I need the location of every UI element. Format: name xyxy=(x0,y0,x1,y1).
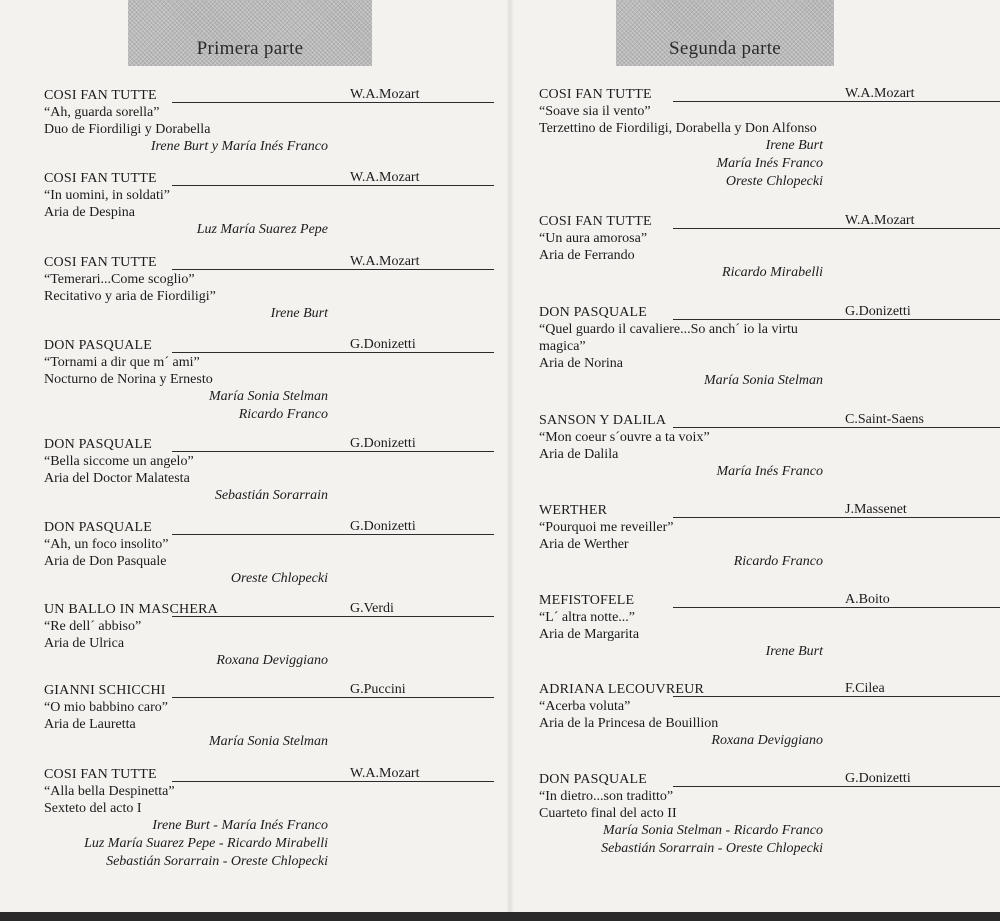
program-entry xyxy=(44,519,494,588)
composer-name: G.Verdi xyxy=(350,601,394,616)
performer-name: Irene Burt - María Inés Franco xyxy=(152,818,328,833)
program-entry xyxy=(44,682,494,751)
program-entry xyxy=(539,304,1000,390)
performer-name: Oreste Chlopecki xyxy=(725,174,823,189)
composer-name: G.Puccini xyxy=(350,682,406,697)
performer-name: Irene Burt xyxy=(765,644,823,659)
performer-name: María Inés Franco xyxy=(716,156,823,171)
performer-name: Sebastián Sorarrain - Oreste Chlopecki xyxy=(601,841,823,856)
performer-name: Oreste Chlopecki xyxy=(230,571,328,586)
aria-description: Aria de la Princesa de Bouillion xyxy=(539,716,719,731)
opera-title: COSI FAN TUTTE xyxy=(44,88,157,103)
aria-description: Aria de Margarita xyxy=(539,627,640,642)
aria-title: “Temerari...Come scoglio” xyxy=(44,272,195,287)
performer-name: María Sonia Stelman - Ricardo Franco xyxy=(603,823,823,838)
program-entry xyxy=(539,213,1000,282)
bottom-edge xyxy=(0,912,1000,921)
title-rule xyxy=(172,185,494,186)
program-entry xyxy=(539,592,1000,661)
entry-title-row xyxy=(539,412,1000,429)
composer-name: G.Donizetti xyxy=(350,436,416,451)
aria-title: “Alla bella Despinetta” xyxy=(44,784,175,799)
aria-description: Aria de Despina xyxy=(44,205,135,220)
entry-title-row xyxy=(44,254,494,271)
aria-title: “Bella siccome un angelo” xyxy=(44,454,194,469)
performer-name: Roxana Deviggiano xyxy=(216,653,328,668)
right-header-title: Segunda parte xyxy=(668,38,782,59)
opera-title: ADRIANA LECOUVREUR xyxy=(539,682,704,697)
aria-title: “Ah, un foco insolito” xyxy=(44,537,169,552)
aria-description: Aria del Doctor Malatesta xyxy=(44,471,190,486)
program-entry xyxy=(44,170,494,239)
aria-description: Aria de Ferrando xyxy=(539,248,635,263)
title-rule xyxy=(673,786,1000,787)
program-entry xyxy=(44,766,494,871)
title-rule xyxy=(673,228,1000,229)
title-rule xyxy=(172,269,494,270)
opera-title: COSI FAN TUTTE xyxy=(44,767,157,782)
composer-name: G.Donizetti xyxy=(350,337,416,352)
title-rule xyxy=(673,607,1000,608)
composer-name: W.A.Mozart xyxy=(845,213,915,228)
performer-name: María Inés Franco xyxy=(716,464,823,479)
opera-title: COSI FAN TUTTE xyxy=(539,214,652,229)
performer-name: Sebastián Sorarrain xyxy=(214,488,328,503)
aria-title: “Re dell´ abbiso” xyxy=(44,619,142,634)
performer-name: Irene Burt xyxy=(270,306,328,321)
entry-title-row xyxy=(44,682,494,699)
performer-name: Irene Burt xyxy=(765,138,823,153)
program-entry xyxy=(44,436,494,505)
aria-title: “Soave sia il vento” xyxy=(539,104,651,119)
entry-title-row xyxy=(44,337,494,354)
program-entry xyxy=(44,254,494,323)
aria-title: “L´ altra notte...” xyxy=(539,610,636,625)
aria-description: Aria de Norina xyxy=(539,356,623,371)
performer-name: Luz María Suarez Pepe - Ricardo Mirabelli xyxy=(84,836,328,851)
opera-title: DON PASQUALE xyxy=(44,520,153,535)
entry-title-row xyxy=(539,304,1000,321)
title-rule xyxy=(172,534,494,535)
composer-name: F.Cilea xyxy=(845,681,885,696)
composer-name: W.A.Mozart xyxy=(845,86,915,101)
performer-name: María Sonia Stelman xyxy=(209,734,328,749)
composer-name: G.Donizetti xyxy=(845,304,911,319)
aria-title: “In dietro...son traditto” xyxy=(539,789,674,804)
right-header-box xyxy=(616,0,834,66)
opera-title: COSI FAN TUTTE xyxy=(44,171,157,186)
aria-description: Aria de Werther xyxy=(539,537,629,552)
aria-description: Aria de Ulrica xyxy=(44,636,125,651)
performer-name: Ricardo Franco xyxy=(733,554,823,569)
performer-name: Sebastián Sorarrain - Oreste Chlopecki xyxy=(106,854,328,869)
composer-name: C.Saint-Saens xyxy=(845,412,924,427)
aria-description: Aria de Lauretta xyxy=(44,717,136,732)
entry-title-row xyxy=(44,436,494,453)
composer-name: J.Massenet xyxy=(845,502,907,517)
composer-name: W.A.Mozart xyxy=(350,170,420,185)
performer-name: Roxana Deviggiano xyxy=(711,733,823,748)
program-entry xyxy=(539,771,1000,858)
entry-title-row xyxy=(44,601,494,618)
performer-name: Irene Burt y María Inés Franco xyxy=(150,139,328,154)
title-rule xyxy=(172,697,494,698)
opera-title: SANSON Y DALILA xyxy=(539,413,667,428)
aria-description: Recitativo y aria de Fiordiligi” xyxy=(44,289,216,304)
program-entry xyxy=(44,87,494,156)
opera-title: WERTHER xyxy=(539,503,608,518)
title-rule xyxy=(172,352,494,353)
program-entry xyxy=(539,412,1000,481)
aria-title: “Acerba voluta” xyxy=(539,699,631,714)
aria-description: Cuarteto final del acto II xyxy=(539,806,677,821)
entry-title-row xyxy=(44,87,494,104)
program-entry xyxy=(44,337,494,424)
performer-name: María Sonia Stelman xyxy=(209,389,328,404)
aria-description: Terzettino de Fiordiligi, Dorabella y Don Alfonso xyxy=(539,121,817,136)
entry-title-row xyxy=(44,519,494,536)
entry-title-row xyxy=(539,681,1000,698)
opera-title: DON PASQUALE xyxy=(44,437,153,452)
title-rule xyxy=(172,451,494,452)
program-entry xyxy=(539,681,1000,750)
left-header-title: Primera parte xyxy=(196,38,304,59)
aria-title: “O mio babbino caro” xyxy=(44,700,169,715)
opera-title: MEFISTOFELE xyxy=(539,593,635,608)
aria-description: Aria de Don Pasquale xyxy=(44,554,167,569)
title-rule xyxy=(172,781,494,782)
opera-title: DON PASQUALE xyxy=(539,305,648,320)
left-header-box xyxy=(128,0,372,66)
aria-title: “Un aura amorosa” xyxy=(539,231,648,246)
aria-description: Nocturno de Norina y Ernesto xyxy=(44,372,213,387)
opera-title: COSI FAN TUTTE xyxy=(44,255,157,270)
title-rule xyxy=(172,616,494,617)
opera-title: DON PASQUALE xyxy=(539,772,648,787)
title-rule xyxy=(673,696,1000,697)
entry-title-row xyxy=(539,502,1000,519)
composer-name: G.Donizetti xyxy=(350,519,416,534)
entry-title-row xyxy=(539,592,1000,609)
entry-title-row xyxy=(539,213,1000,230)
aria-description: Sexteto del acto I xyxy=(44,801,142,816)
performer-name: María Sonia Stelman xyxy=(704,373,823,388)
composer-name: G.Donizetti xyxy=(845,771,911,786)
composer-name: A.Boito xyxy=(845,592,890,607)
performer-name: Ricardo Franco xyxy=(238,407,328,422)
aria-description: Aria de Dalila xyxy=(539,447,619,462)
performer-name: Ricardo Mirabelli xyxy=(722,265,823,280)
entry-title-row xyxy=(44,170,494,187)
entry-title-row xyxy=(44,766,494,783)
title-rule xyxy=(172,102,494,103)
title-rule xyxy=(673,427,1000,428)
opera-title: UN BALLO IN MASCHERA xyxy=(44,602,218,617)
aria-title: “Mon coeur s´ouvre a ta voix” xyxy=(539,430,710,445)
aria-title: “Ah, guarda sorella” xyxy=(44,105,160,120)
entry-title-row xyxy=(539,86,1000,103)
performer-name: Luz María Suarez Pepe xyxy=(196,222,328,237)
program-entry xyxy=(539,502,1000,571)
right-page xyxy=(510,0,1000,921)
program-entry xyxy=(539,86,1000,191)
title-rule xyxy=(673,101,1000,102)
composer-name: W.A.Mozart xyxy=(350,766,420,781)
composer-name: W.A.Mozart xyxy=(350,87,420,102)
program-entry xyxy=(44,601,494,670)
aria-title: “In uomini, in soldati” xyxy=(44,188,170,203)
aria-title: “Quel guardo il cavaliere...So anch´ io la virtu magica” xyxy=(539,322,798,354)
title-rule xyxy=(673,319,1000,320)
opera-title: GIANNI SCHICCHI xyxy=(44,683,166,698)
aria-title: “Pourquoi me reveiller” xyxy=(539,520,674,535)
aria-description: Duo de Fiordiligi y Dorabella xyxy=(44,122,211,137)
aria-title: “Tornami a dir que m´ ami” xyxy=(44,355,200,370)
composer-name: W.A.Mozart xyxy=(350,254,420,269)
opera-title: COSI FAN TUTTE xyxy=(539,87,652,102)
opera-title: DON PASQUALE xyxy=(44,338,153,353)
title-rule xyxy=(673,517,1000,518)
entry-title-row xyxy=(539,771,1000,788)
